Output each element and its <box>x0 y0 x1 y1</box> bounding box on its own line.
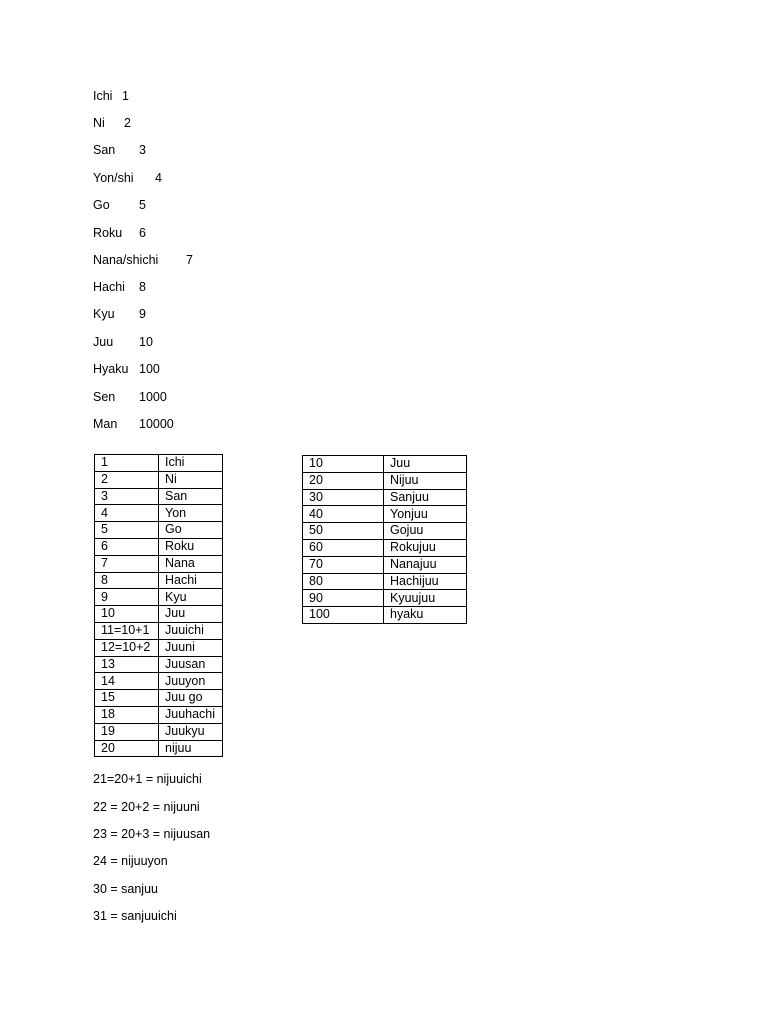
tens-table <box>302 455 467 624</box>
number-cell: 19 <box>95 723 159 740</box>
arabic-number: 3 <box>139 143 146 157</box>
example-line: 22 = 20+2 = nijuuni <box>93 800 200 814</box>
number-word-line <box>93 279 146 295</box>
number-word-line <box>93 334 153 350</box>
japanese-word: Hachi <box>93 280 125 294</box>
number-cell: 6 <box>95 538 159 555</box>
example-line: 30 = sanjuu <box>93 882 158 896</box>
number-cell: 40 <box>303 506 384 523</box>
number-cell: 10 <box>303 456 384 473</box>
arabic-number: 7 <box>186 253 193 267</box>
arabic-number: 10000 <box>139 417 174 431</box>
word-cell: Ni <box>159 471 223 488</box>
table-row <box>95 723 223 740</box>
number-word-line <box>93 197 146 213</box>
number-word-line <box>93 252 193 268</box>
example-line: 31 = sanjuuichi <box>93 909 177 923</box>
table-row <box>95 622 223 639</box>
table-row <box>303 456 467 473</box>
table-row <box>95 589 223 606</box>
table-row <box>95 455 223 472</box>
number-cell: 70 <box>303 556 384 573</box>
number-word-line <box>93 416 174 432</box>
arabic-number: 10 <box>139 335 153 349</box>
japanese-word: Juu <box>93 335 114 349</box>
table-row <box>95 505 223 522</box>
number-cell: 12=10+2 <box>95 639 159 656</box>
arabic-number: 9 <box>139 307 146 321</box>
word-cell: Juusan <box>159 656 223 673</box>
number-cell: 13 <box>95 656 159 673</box>
table-row <box>303 506 467 523</box>
arabic-number: 4 <box>155 171 162 185</box>
arabic-number: 8 <box>139 280 146 294</box>
number-word-line <box>93 225 146 241</box>
table-row <box>303 539 467 556</box>
word-cell: Hachijuu <box>384 573 467 590</box>
number-cell: 100 <box>303 607 384 624</box>
word-cell: Hachi <box>159 572 223 589</box>
number-word-line <box>93 170 162 186</box>
example-line: 24 = nijuuyon <box>93 854 168 868</box>
word-cell: Juukyu <box>159 723 223 740</box>
word-cell: Kyuujuu <box>384 590 467 607</box>
table-row <box>95 690 223 707</box>
number-cell: 11=10+1 <box>95 622 159 639</box>
table-row <box>303 523 467 540</box>
word-cell: Juuhachi <box>159 706 223 723</box>
arabic-number: 100 <box>139 362 160 376</box>
table-row <box>95 471 223 488</box>
table-row <box>95 572 223 589</box>
number-cell: 80 <box>303 573 384 590</box>
table-row <box>303 489 467 506</box>
japanese-word: Roku <box>93 226 123 240</box>
number-word-line <box>93 142 146 158</box>
word-cell: Gojuu <box>384 523 467 540</box>
japanese-word: Kyu <box>93 307 115 321</box>
table-row <box>303 556 467 573</box>
word-cell: Rokujuu <box>384 539 467 556</box>
example-line: 23 = 20+3 = nijuusan <box>93 827 211 841</box>
number-cell: 5 <box>95 522 159 539</box>
number-word-line <box>93 306 146 322</box>
number-cell: 3 <box>95 488 159 505</box>
table-row <box>303 607 467 624</box>
example-line: 21=20+1 = nijuuichi <box>93 772 202 786</box>
number-word-line <box>93 88 129 104</box>
number-cell: 50 <box>303 523 384 540</box>
word-cell: Yonjuu <box>384 506 467 523</box>
word-cell: Juuyon <box>159 673 223 690</box>
number-cell: 7 <box>95 555 159 572</box>
number-cell: 60 <box>303 539 384 556</box>
arabic-number: 1 <box>122 89 129 103</box>
word-cell: Juuni <box>159 639 223 656</box>
number-cell: 4 <box>95 505 159 522</box>
number-cell: 14 <box>95 673 159 690</box>
japanese-word: Go <box>93 198 110 212</box>
table-row <box>95 522 223 539</box>
number-cell: 1 <box>95 455 159 472</box>
japanese-word: Nana/shichi <box>93 253 159 267</box>
number-cell: 90 <box>303 590 384 607</box>
table-row <box>303 472 467 489</box>
word-cell: Yon <box>159 505 223 522</box>
japanese-word: Ni <box>93 116 105 130</box>
number-cell: 2 <box>95 471 159 488</box>
word-cell: Juu <box>384 456 467 473</box>
word-cell: hyaku <box>384 607 467 624</box>
number-cell: 9 <box>95 589 159 606</box>
japanese-word: Hyaku <box>93 362 129 376</box>
number-cell: 8 <box>95 572 159 589</box>
number-word-line <box>93 389 167 405</box>
arabic-number: 6 <box>139 226 146 240</box>
word-cell: Nijuu <box>384 472 467 489</box>
table-row <box>95 606 223 623</box>
word-cell: Ichi <box>159 455 223 472</box>
table-row <box>95 538 223 555</box>
table-row <box>95 673 223 690</box>
japanese-word: Yon/shi <box>93 171 134 185</box>
number-word-line <box>93 115 131 131</box>
table-row <box>95 488 223 505</box>
japanese-word: Sen <box>93 390 116 404</box>
table-row <box>95 656 223 673</box>
table-row <box>95 555 223 572</box>
arabic-number: 5 <box>139 198 146 212</box>
word-cell: Go <box>159 522 223 539</box>
table-row <box>95 740 223 757</box>
word-cell: Kyu <box>159 589 223 606</box>
number-cell: 10 <box>95 606 159 623</box>
numbers-1-to-20-table <box>94 454 223 757</box>
japanese-word: Man <box>93 417 118 431</box>
number-cell: 20 <box>95 740 159 757</box>
table-row <box>303 573 467 590</box>
word-cell: Nanajuu <box>384 556 467 573</box>
word-cell: Juuichi <box>159 622 223 639</box>
word-cell: Juu <box>159 606 223 623</box>
japanese-word: San <box>93 143 116 157</box>
number-cell: 15 <box>95 690 159 707</box>
word-cell: San <box>159 488 223 505</box>
number-cell: 30 <box>303 489 384 506</box>
number-cell: 20 <box>303 472 384 489</box>
word-cell: Roku <box>159 538 223 555</box>
word-cell: Juu go <box>159 690 223 707</box>
number-word-line <box>93 361 160 377</box>
word-cell: Nana <box>159 555 223 572</box>
arabic-number: 2 <box>124 116 131 130</box>
number-cell: 18 <box>95 706 159 723</box>
table-row <box>95 706 223 723</box>
word-cell: nijuu <box>159 740 223 757</box>
japanese-word: Ichi <box>93 89 113 103</box>
table-row <box>303 590 467 607</box>
table-row <box>95 639 223 656</box>
arabic-number: 1000 <box>139 390 167 404</box>
word-cell: Sanjuu <box>384 489 467 506</box>
